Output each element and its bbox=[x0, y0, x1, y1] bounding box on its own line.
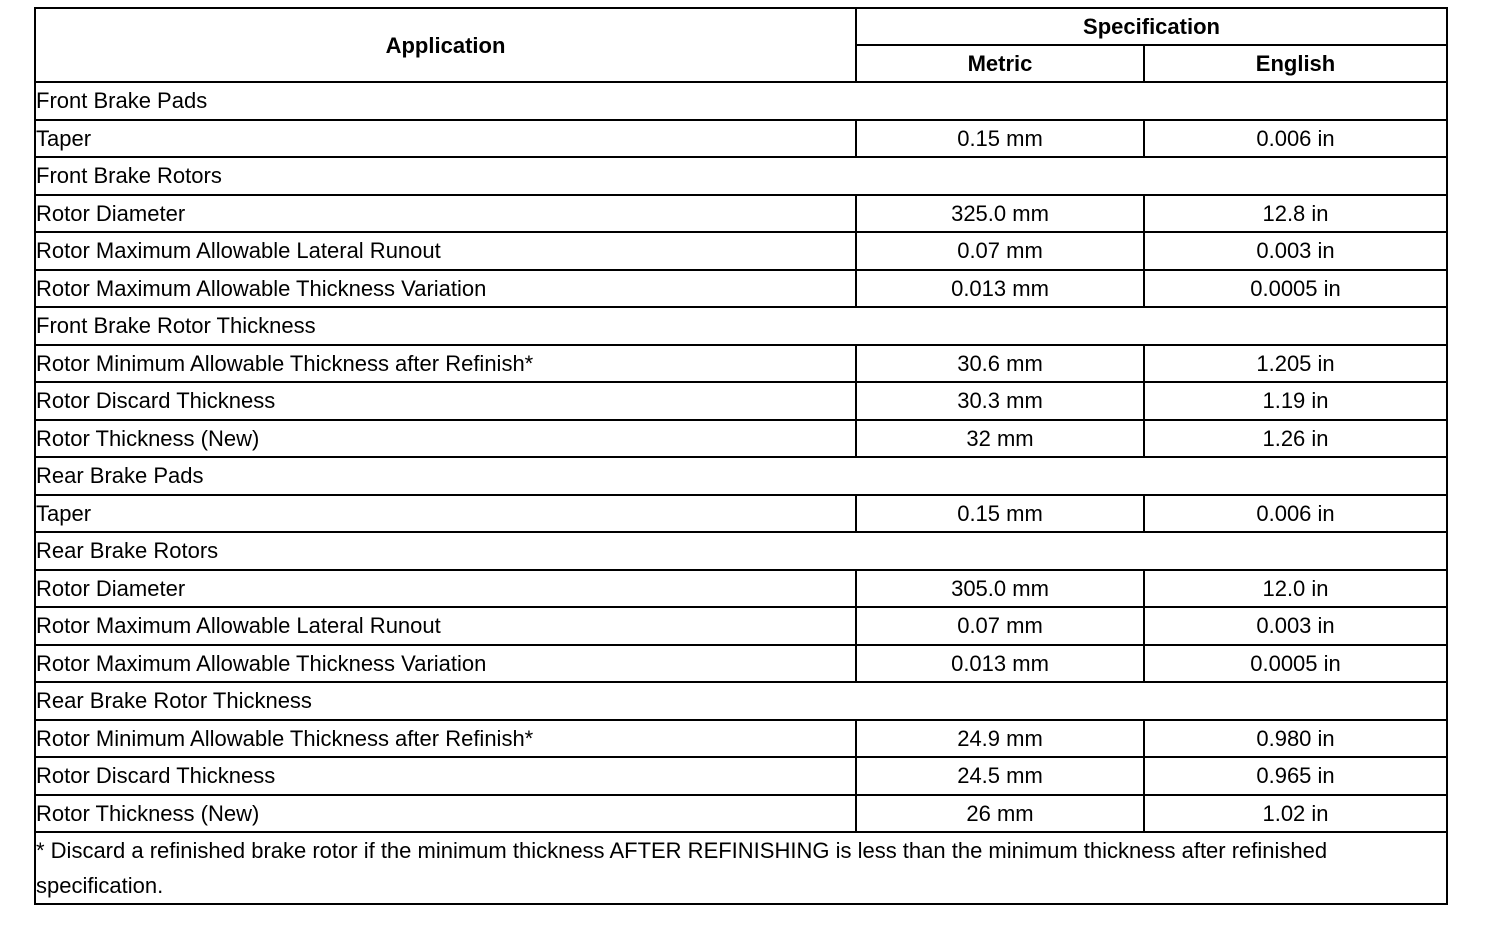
english-value: 0.0005 in bbox=[1144, 645, 1447, 683]
english-value: 0.006 in bbox=[1144, 495, 1447, 533]
section-row bbox=[35, 682, 1447, 720]
metric-value: 32 mm bbox=[856, 420, 1144, 458]
english-value: 0.965 in bbox=[1144, 757, 1447, 795]
metric-value: 24.9 mm bbox=[856, 720, 1144, 758]
application-header: Application bbox=[35, 8, 856, 82]
metric-value: 0.013 mm bbox=[856, 645, 1144, 683]
table-row bbox=[35, 195, 1447, 233]
section-title: Front Brake Rotor Thickness bbox=[35, 307, 1447, 345]
english-header: English bbox=[1144, 45, 1447, 82]
application-cell: Rotor Minimum Allowable Thickness after Refinish* bbox=[35, 720, 856, 758]
application-cell: Rotor Thickness (New) bbox=[35, 420, 856, 458]
application-cell: Rotor Diameter bbox=[35, 570, 856, 608]
footnote: * Discard a refinished brake rotor if the minimum thickness AFTER REFINISHING is less than the minimum thickness after refinished specification. bbox=[35, 832, 1447, 904]
application-cell: Rotor Thickness (New) bbox=[35, 795, 856, 833]
table-row bbox=[35, 607, 1447, 645]
application-cell: Rotor Maximum Allowable Thickness Variation bbox=[35, 645, 856, 683]
metric-value: 305.0 mm bbox=[856, 570, 1144, 608]
english-value: 0.003 in bbox=[1144, 232, 1447, 270]
brake-specification-table bbox=[34, 7, 1448, 905]
english-value: 0.980 in bbox=[1144, 720, 1447, 758]
application-cell: Taper bbox=[35, 120, 856, 158]
section-title: Front Brake Pads bbox=[35, 82, 1447, 120]
english-value: 0.003 in bbox=[1144, 607, 1447, 645]
table-row bbox=[35, 420, 1447, 458]
metric-value: 325.0 mm bbox=[856, 195, 1144, 233]
application-cell: Rotor Minimum Allowable Thickness after Refinish* bbox=[35, 345, 856, 383]
metric-value: 24.5 mm bbox=[856, 757, 1144, 795]
specification-header: Specification bbox=[856, 8, 1447, 45]
table-row bbox=[35, 120, 1447, 158]
table-body bbox=[35, 82, 1447, 832]
metric-value: 0.013 mm bbox=[856, 270, 1144, 308]
metric-value: 26 mm bbox=[856, 795, 1144, 833]
metric-header: Metric bbox=[856, 45, 1144, 82]
application-cell: Rotor Maximum Allowable Thickness Variation bbox=[35, 270, 856, 308]
section-row bbox=[35, 82, 1447, 120]
table-row bbox=[35, 382, 1447, 420]
application-cell: Rotor Discard Thickness bbox=[35, 382, 856, 420]
application-cell: Rotor Maximum Allowable Lateral Runout bbox=[35, 232, 856, 270]
section-title: Front Brake Rotors bbox=[35, 157, 1447, 195]
section-row bbox=[35, 532, 1447, 570]
table-row bbox=[35, 270, 1447, 308]
application-cell: Taper bbox=[35, 495, 856, 533]
table-row bbox=[35, 570, 1447, 608]
metric-value: 0.15 mm bbox=[856, 495, 1144, 533]
english-value: 0.0005 in bbox=[1144, 270, 1447, 308]
section-row bbox=[35, 157, 1447, 195]
application-cell: Rotor Maximum Allowable Lateral Runout bbox=[35, 607, 856, 645]
section-row bbox=[35, 307, 1447, 345]
header-row-top bbox=[35, 8, 1447, 45]
english-value: 1.26 in bbox=[1144, 420, 1447, 458]
table-row bbox=[35, 645, 1447, 683]
english-value: 1.205 in bbox=[1144, 345, 1447, 383]
application-cell: Rotor Discard Thickness bbox=[35, 757, 856, 795]
metric-value: 0.07 mm bbox=[856, 232, 1144, 270]
application-cell: Rotor Diameter bbox=[35, 195, 856, 233]
section-title: Rear Brake Pads bbox=[35, 457, 1447, 495]
table-row bbox=[35, 232, 1447, 270]
english-value: 1.19 in bbox=[1144, 382, 1447, 420]
section-title: Rear Brake Rotors bbox=[35, 532, 1447, 570]
section-row bbox=[35, 457, 1447, 495]
metric-value: 0.07 mm bbox=[856, 607, 1144, 645]
table-row bbox=[35, 495, 1447, 533]
table-row bbox=[35, 720, 1447, 758]
english-value: 12.8 in bbox=[1144, 195, 1447, 233]
english-value: 1.02 in bbox=[1144, 795, 1447, 833]
section-title: Rear Brake Rotor Thickness bbox=[35, 682, 1447, 720]
english-value: 12.0 in bbox=[1144, 570, 1447, 608]
footnote-row bbox=[35, 832, 1447, 904]
table-row bbox=[35, 345, 1447, 383]
table-row bbox=[35, 757, 1447, 795]
metric-value: 0.15 mm bbox=[856, 120, 1144, 158]
table-row bbox=[35, 795, 1447, 833]
english-value: 0.006 in bbox=[1144, 120, 1447, 158]
metric-value: 30.6 mm bbox=[856, 345, 1144, 383]
metric-value: 30.3 mm bbox=[856, 382, 1144, 420]
